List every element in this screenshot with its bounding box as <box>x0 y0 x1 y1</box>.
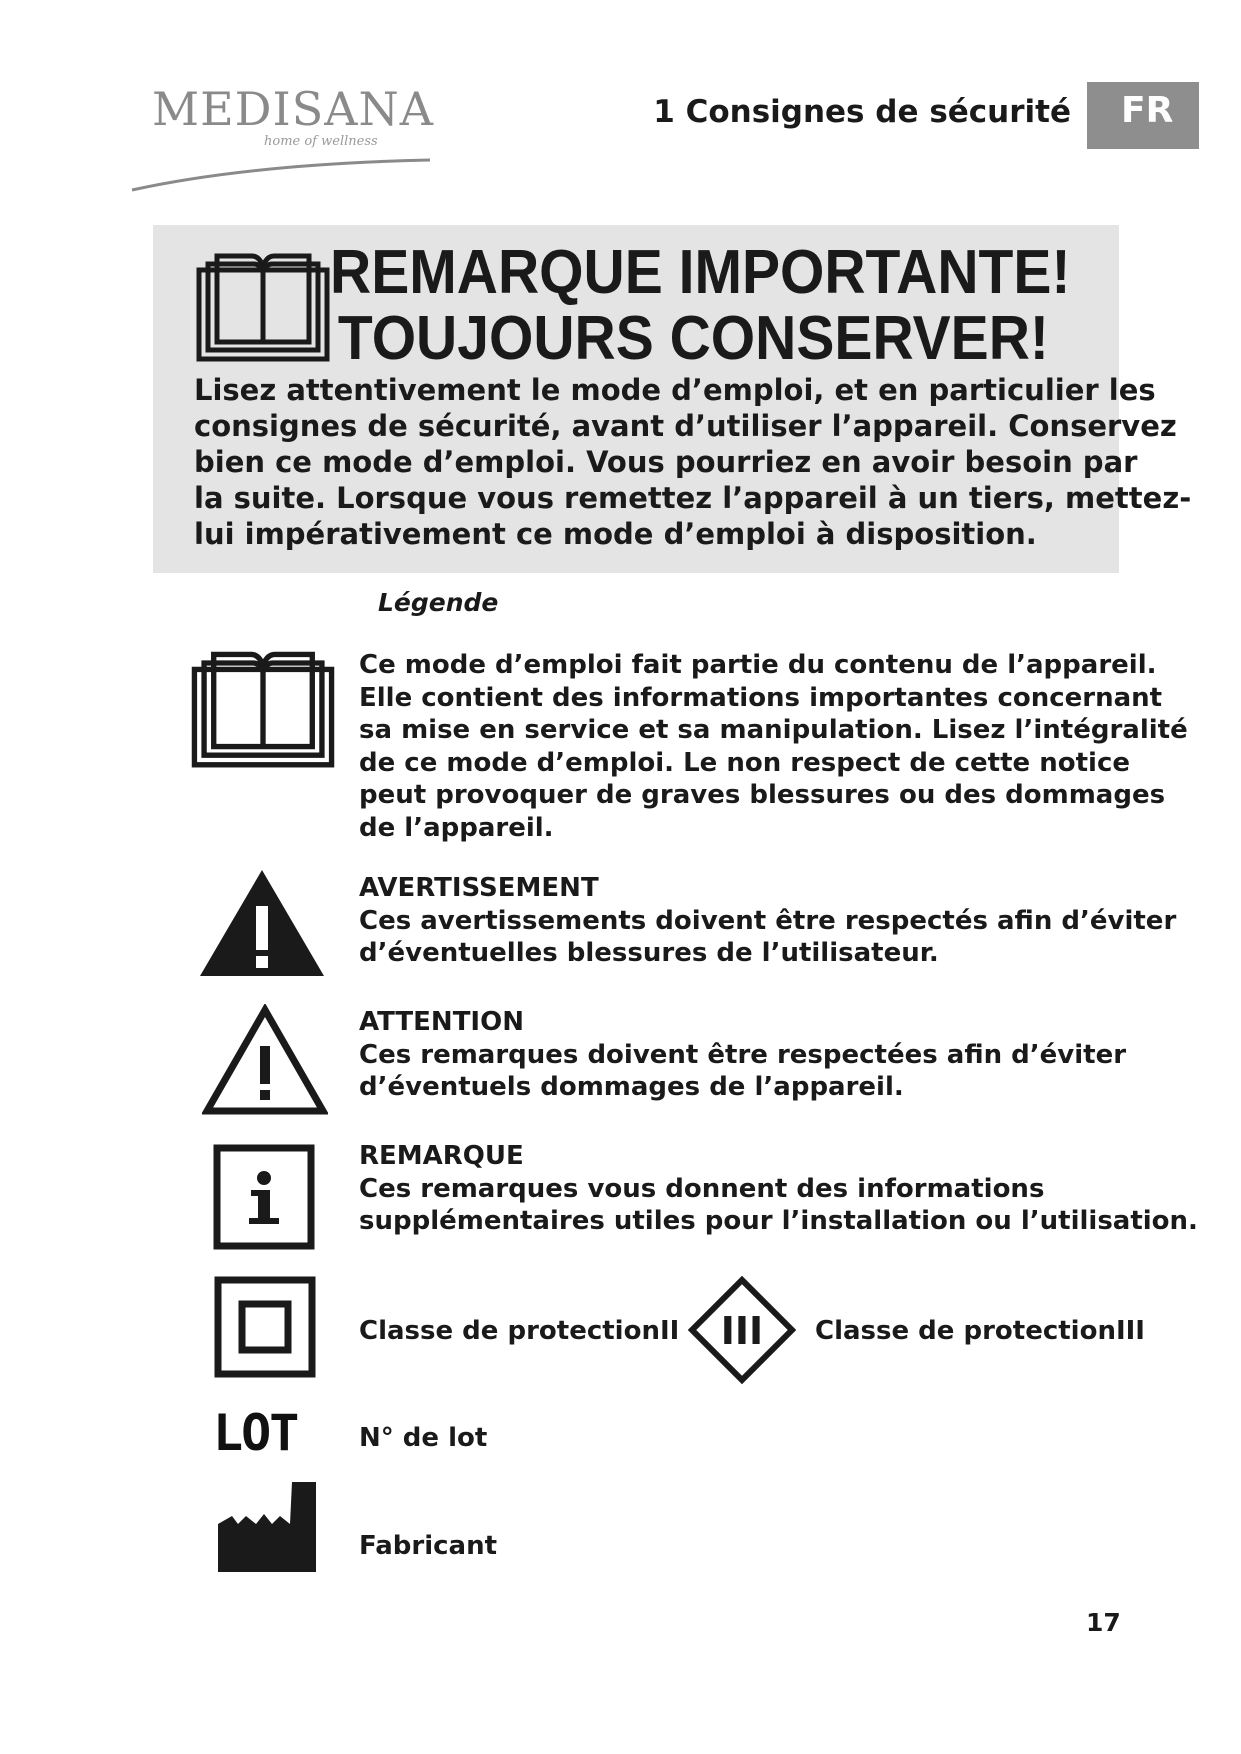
legend-line: Ces remarques vous donnent des informations <box>359 1173 1045 1204</box>
book-icon <box>196 250 330 362</box>
book-icon <box>189 648 337 768</box>
legend-warning-text <box>359 872 1176 970</box>
legend-line: supplémentaires utiles pour l’installation ou l’utilisation. <box>359 1206 1198 1236</box>
section-title: 1 Consignes de sécurité <box>653 94 1071 130</box>
protection-class-2-label: Classe de protectionII <box>359 1316 680 1346</box>
notice-body <box>194 372 1192 552</box>
legend-heading: ATTENTION <box>359 1007 524 1037</box>
legend-heading: AVERTISSEMENT <box>359 873 599 903</box>
notice-line: bien ce mode d’emploi. Vous pourriez en avoir besoin par <box>194 445 1138 479</box>
notice-line: consignes de sécurité, avant d’utiliser l’appareil. Conservez <box>194 409 1177 443</box>
legend-heading: REMARQUE <box>359 1141 524 1171</box>
legend-title: Légende <box>378 588 499 617</box>
manufacturer-label: Fabricant <box>359 1531 498 1561</box>
legend-line: peut provoquer de graves blessures ou des dommages <box>359 780 1166 810</box>
notice-line: Lisez attentivement le mode d’emploi, et en particulier les <box>194 373 1156 407</box>
warning-filled-icon <box>198 868 326 978</box>
lot-icon: LOT <box>213 1404 298 1462</box>
legend-line: sa mise en service et sa manipulation. Lisez l’intégralité <box>359 715 1188 745</box>
legend-line: d’éventuels dommages de l’appareil. <box>359 1072 904 1102</box>
protection-class-3-label: Classe de protectionIII <box>815 1316 1145 1346</box>
notice-heading <box>330 238 1071 373</box>
legend-line: Ces remarques doivent être respectées afin d’éviter <box>359 1039 1127 1070</box>
legend-line: de ce mode d’emploi. Le non respect de cette notice <box>359 747 1130 778</box>
logo-swoosh-icon <box>130 146 430 196</box>
legend-attention-text <box>359 1006 1126 1104</box>
factory-icon <box>216 1480 318 1574</box>
protection-class-2-icon <box>214 1276 316 1378</box>
logo-tagline: home of wellness <box>264 134 378 149</box>
legend-line: Ce mode d’emploi fait partie du contenu de l’appareil. <box>359 650 1157 680</box>
lot-label: N° de lot <box>359 1423 488 1453</box>
legend-line: d’éventuelles blessures de l’utilisateur. <box>359 938 939 968</box>
legend-manual-text <box>359 649 1188 844</box>
notice-heading-line-2: TOUJOURS CONSERVER! <box>337 304 1049 373</box>
legend-note-text <box>359 1140 1198 1238</box>
legend-line: de l’appareil. <box>359 812 554 843</box>
notice-line: la suite. Lorsque vous remettez l’appareil à un tiers, mettez- <box>194 481 1192 515</box>
legend-line: Ces avertissements doivent être respectés afin d’éviter <box>359 905 1177 936</box>
notice-heading-line-1: REMARQUE IMPORTANTE! <box>330 238 1071 307</box>
brand-logo <box>130 78 434 198</box>
warning-outline-icon <box>202 1004 328 1116</box>
protection-class-3-icon <box>688 1276 796 1384</box>
legend-line: Elle contient des informations importantes concernant <box>359 682 1163 713</box>
protection-class-3-symbol: III <box>720 1309 764 1353</box>
notice-line: lui impérativement ce mode d’emploi à disposition. <box>194 517 1037 551</box>
language-tab: FR <box>1087 82 1199 149</box>
page-number: 17 <box>1086 1608 1121 1637</box>
info-icon <box>213 1144 315 1250</box>
logo-wordmark: MEDISANA <box>152 82 434 136</box>
